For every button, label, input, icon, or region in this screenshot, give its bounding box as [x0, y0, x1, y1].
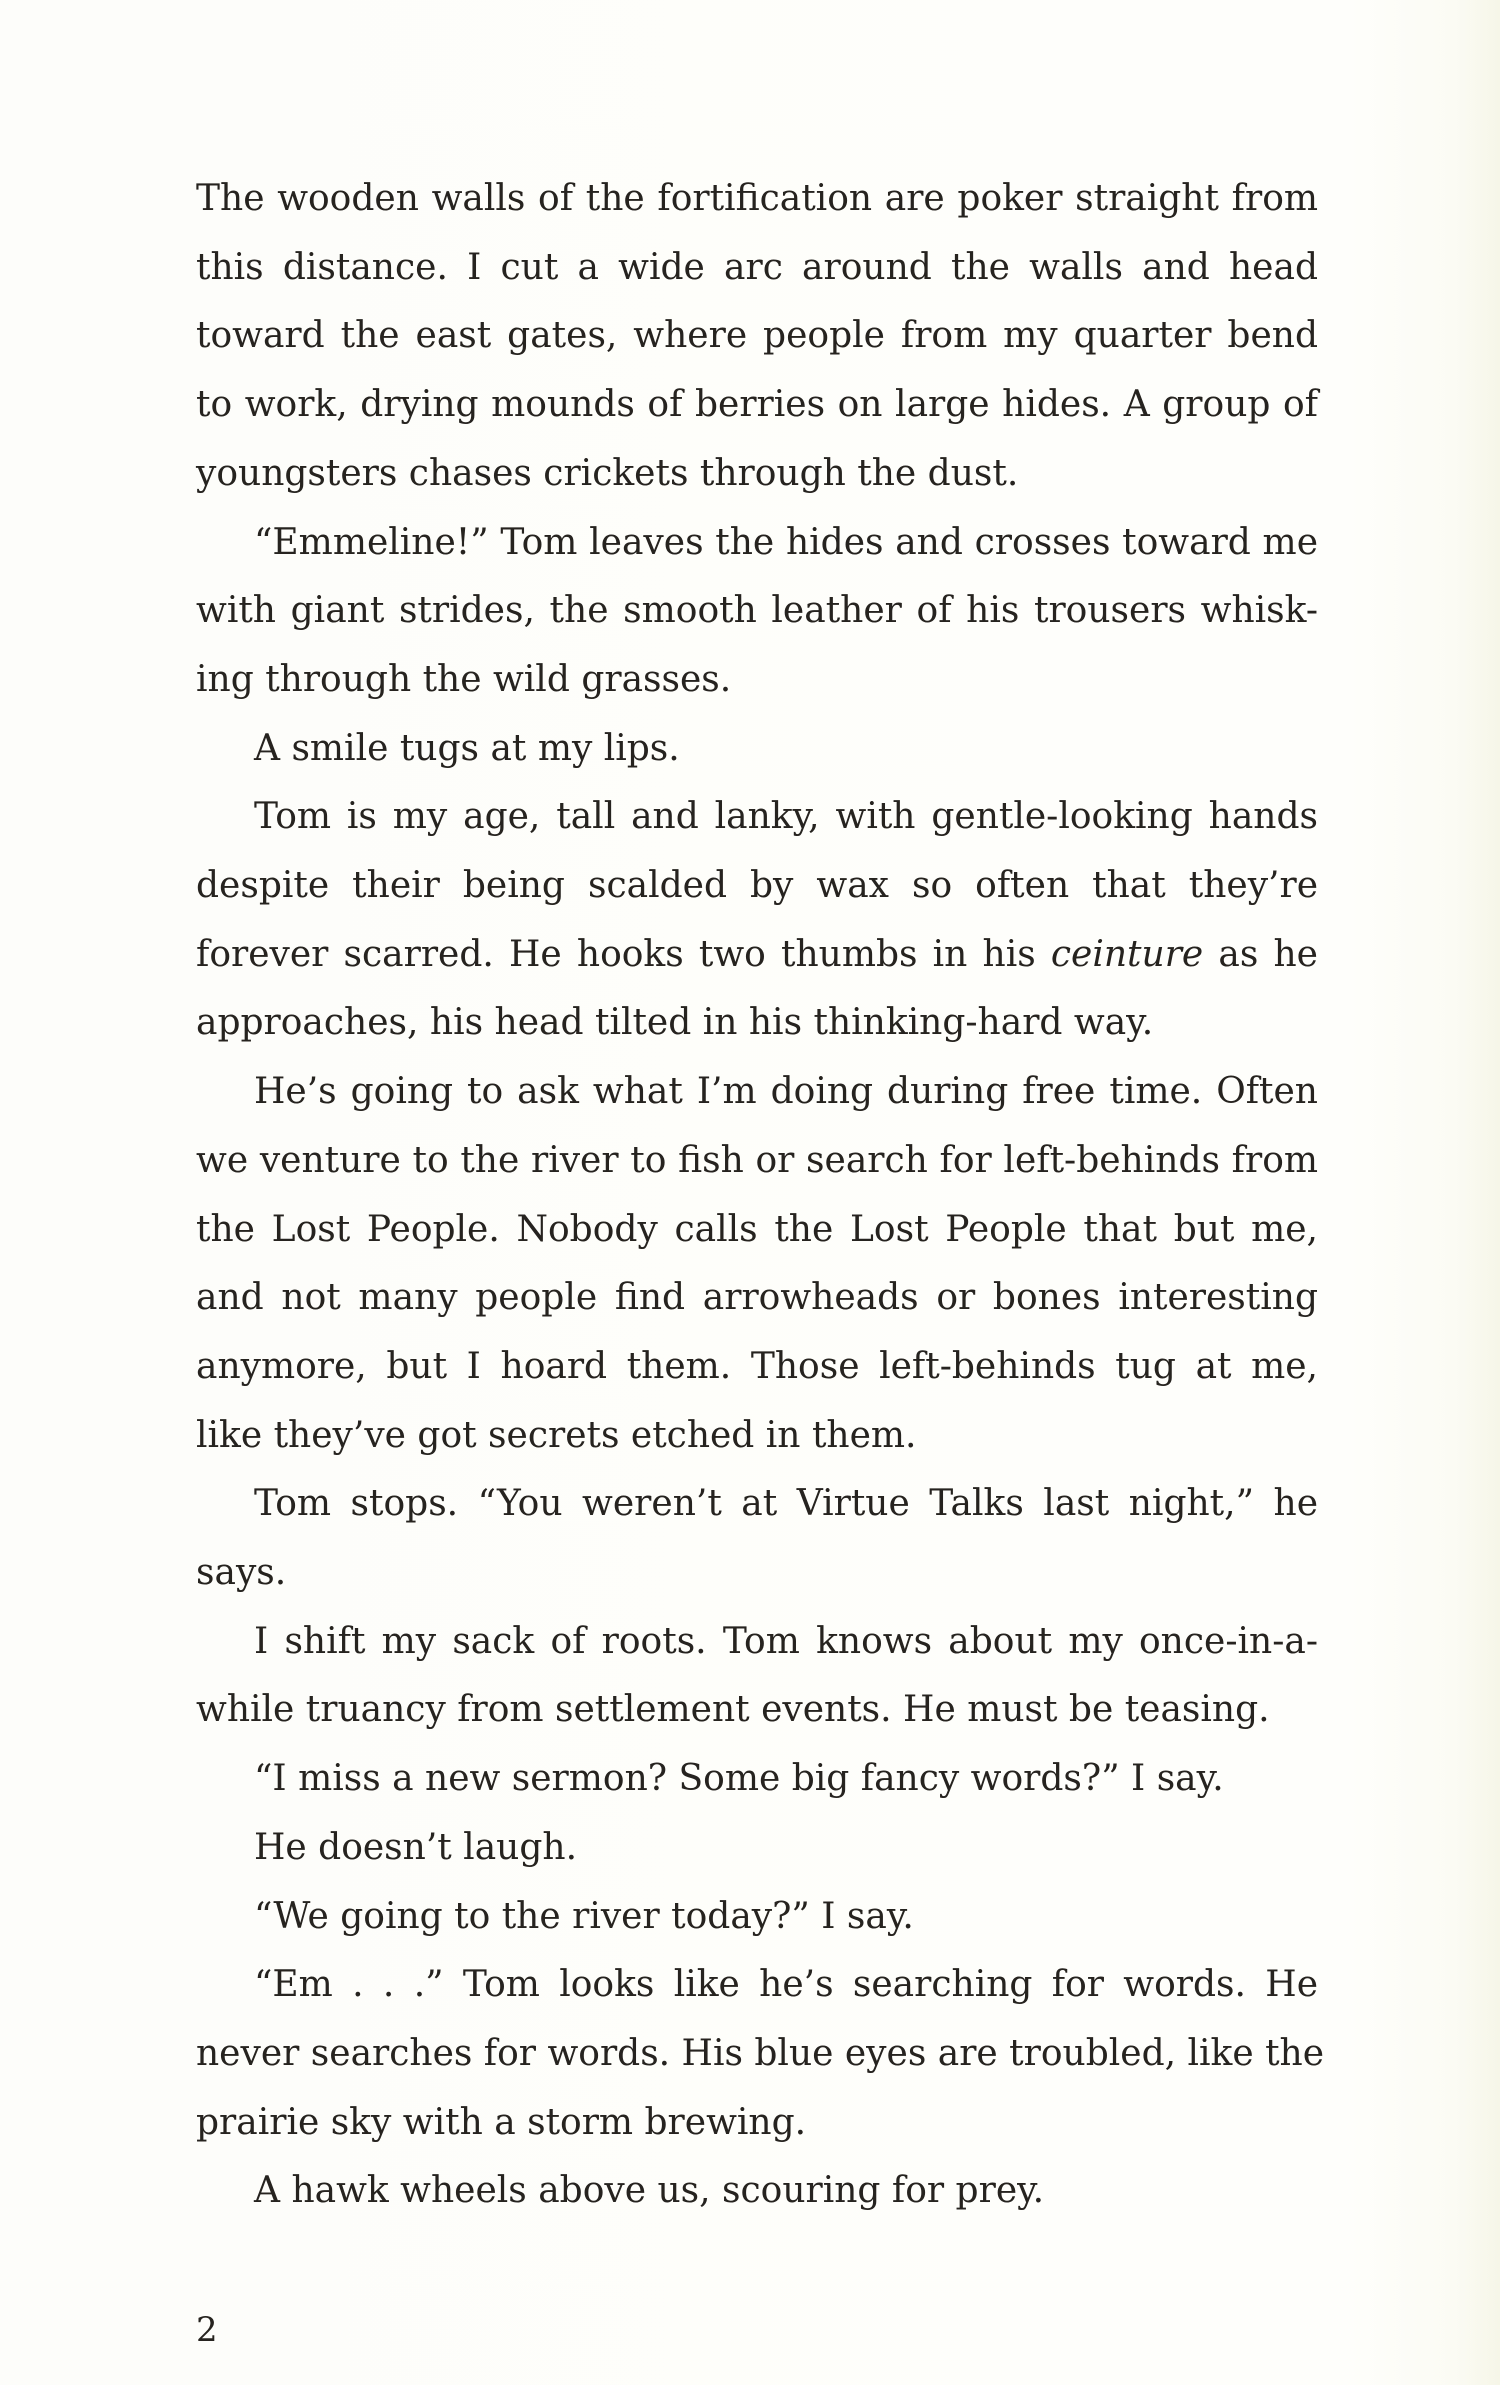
text-line: “Em . . .” Tom looks like he’s searching for words. He — [254, 1964, 1318, 2006]
paragraph — [196, 783, 1318, 1058]
text-line: A smile tugs at my lips. — [254, 727, 680, 769]
paragraph — [196, 715, 1318, 784]
text-line: this distance. I cut a wide arc around the walls and head — [196, 246, 1318, 288]
text-line: He doesn’t laugh. — [254, 1826, 578, 1868]
text-line: toward the east gates, where people from my quarter bend — [196, 315, 1318, 357]
text-line: “We going to the river today?” I say. — [254, 1895, 914, 1937]
text-line: and not many people find arrowheads or bones interesting — [196, 1277, 1318, 1319]
text-line: youngsters chases crickets through the dust. — [196, 452, 1019, 494]
text-line: to work, drying mounds of berries on large hides. A group of — [196, 384, 1318, 426]
text-line: He’s going to ask what I’m doing during free time. Often — [254, 1071, 1318, 1113]
text-line: “Emmeline!” Tom leaves the hides and crosses toward me — [254, 521, 1318, 563]
paragraph — [196, 1814, 1318, 1883]
text-line: Tom stops. “You weren’t at Virtue Talks last night,” he — [254, 1483, 1318, 1525]
paragraph — [196, 1058, 1318, 1470]
text-line: forever scarred. He hooks two thumbs in his ceinture as he — [196, 933, 1318, 975]
text-line: with giant strides, the smooth leather of his trousers whisk- — [196, 590, 1318, 632]
text-line: The wooden walls of the fortification are poker straight from — [196, 178, 1318, 219]
paragraph — [196, 509, 1318, 715]
paragraph — [196, 165, 1318, 509]
text-line: says. — [196, 1552, 287, 1594]
paragraph — [196, 1883, 1318, 1952]
text-line: like they’ve got secrets etched in them. — [196, 1414, 917, 1456]
text-line: approaches, his head tilted in his thinking-hard way. — [196, 1002, 1154, 1044]
text-line: “I miss a new sermon? Some big fancy words?” I say. — [254, 1758, 1224, 1800]
text-line: I shift my sack of roots. Tom knows about my once-in-a- — [254, 1620, 1318, 1662]
italic-word: ceinture — [1050, 933, 1204, 975]
text-line: A hawk wheels above us, scouring for prey. — [254, 2170, 1045, 2212]
paragraph — [196, 1608, 1318, 1745]
text-line: anymore, but I hoard them. Those left-behinds tug at me, — [196, 1345, 1318, 1387]
paragraph — [196, 1951, 1325, 2157]
text-line: never searches for words. His blue eyes are troubled, like the — [196, 2032, 1325, 2074]
text-line: we venture to the river to fish or search for left-behinds from — [196, 1139, 1318, 1181]
text-line: ing through the wild grasses. — [196, 658, 732, 700]
paragraph — [196, 2157, 1318, 2226]
text-line: despite their being scalded by wax so often that they’re — [196, 865, 1318, 907]
text-line: Tom is my age, tall and lanky, with gentle-looking hands — [254, 796, 1318, 838]
paragraph — [196, 1745, 1318, 1814]
page-number: 2 — [196, 2310, 218, 2350]
text-line: the Lost People. Nobody calls the Lost People that but me, — [196, 1208, 1318, 1250]
body-text — [196, 165, 1325, 2226]
text-line: while truancy from settlement events. He must be teasing. — [196, 1689, 1270, 1731]
text-line: prairie sky with a storm brewing. — [196, 2101, 807, 2143]
paragraph — [196, 1470, 1318, 1607]
